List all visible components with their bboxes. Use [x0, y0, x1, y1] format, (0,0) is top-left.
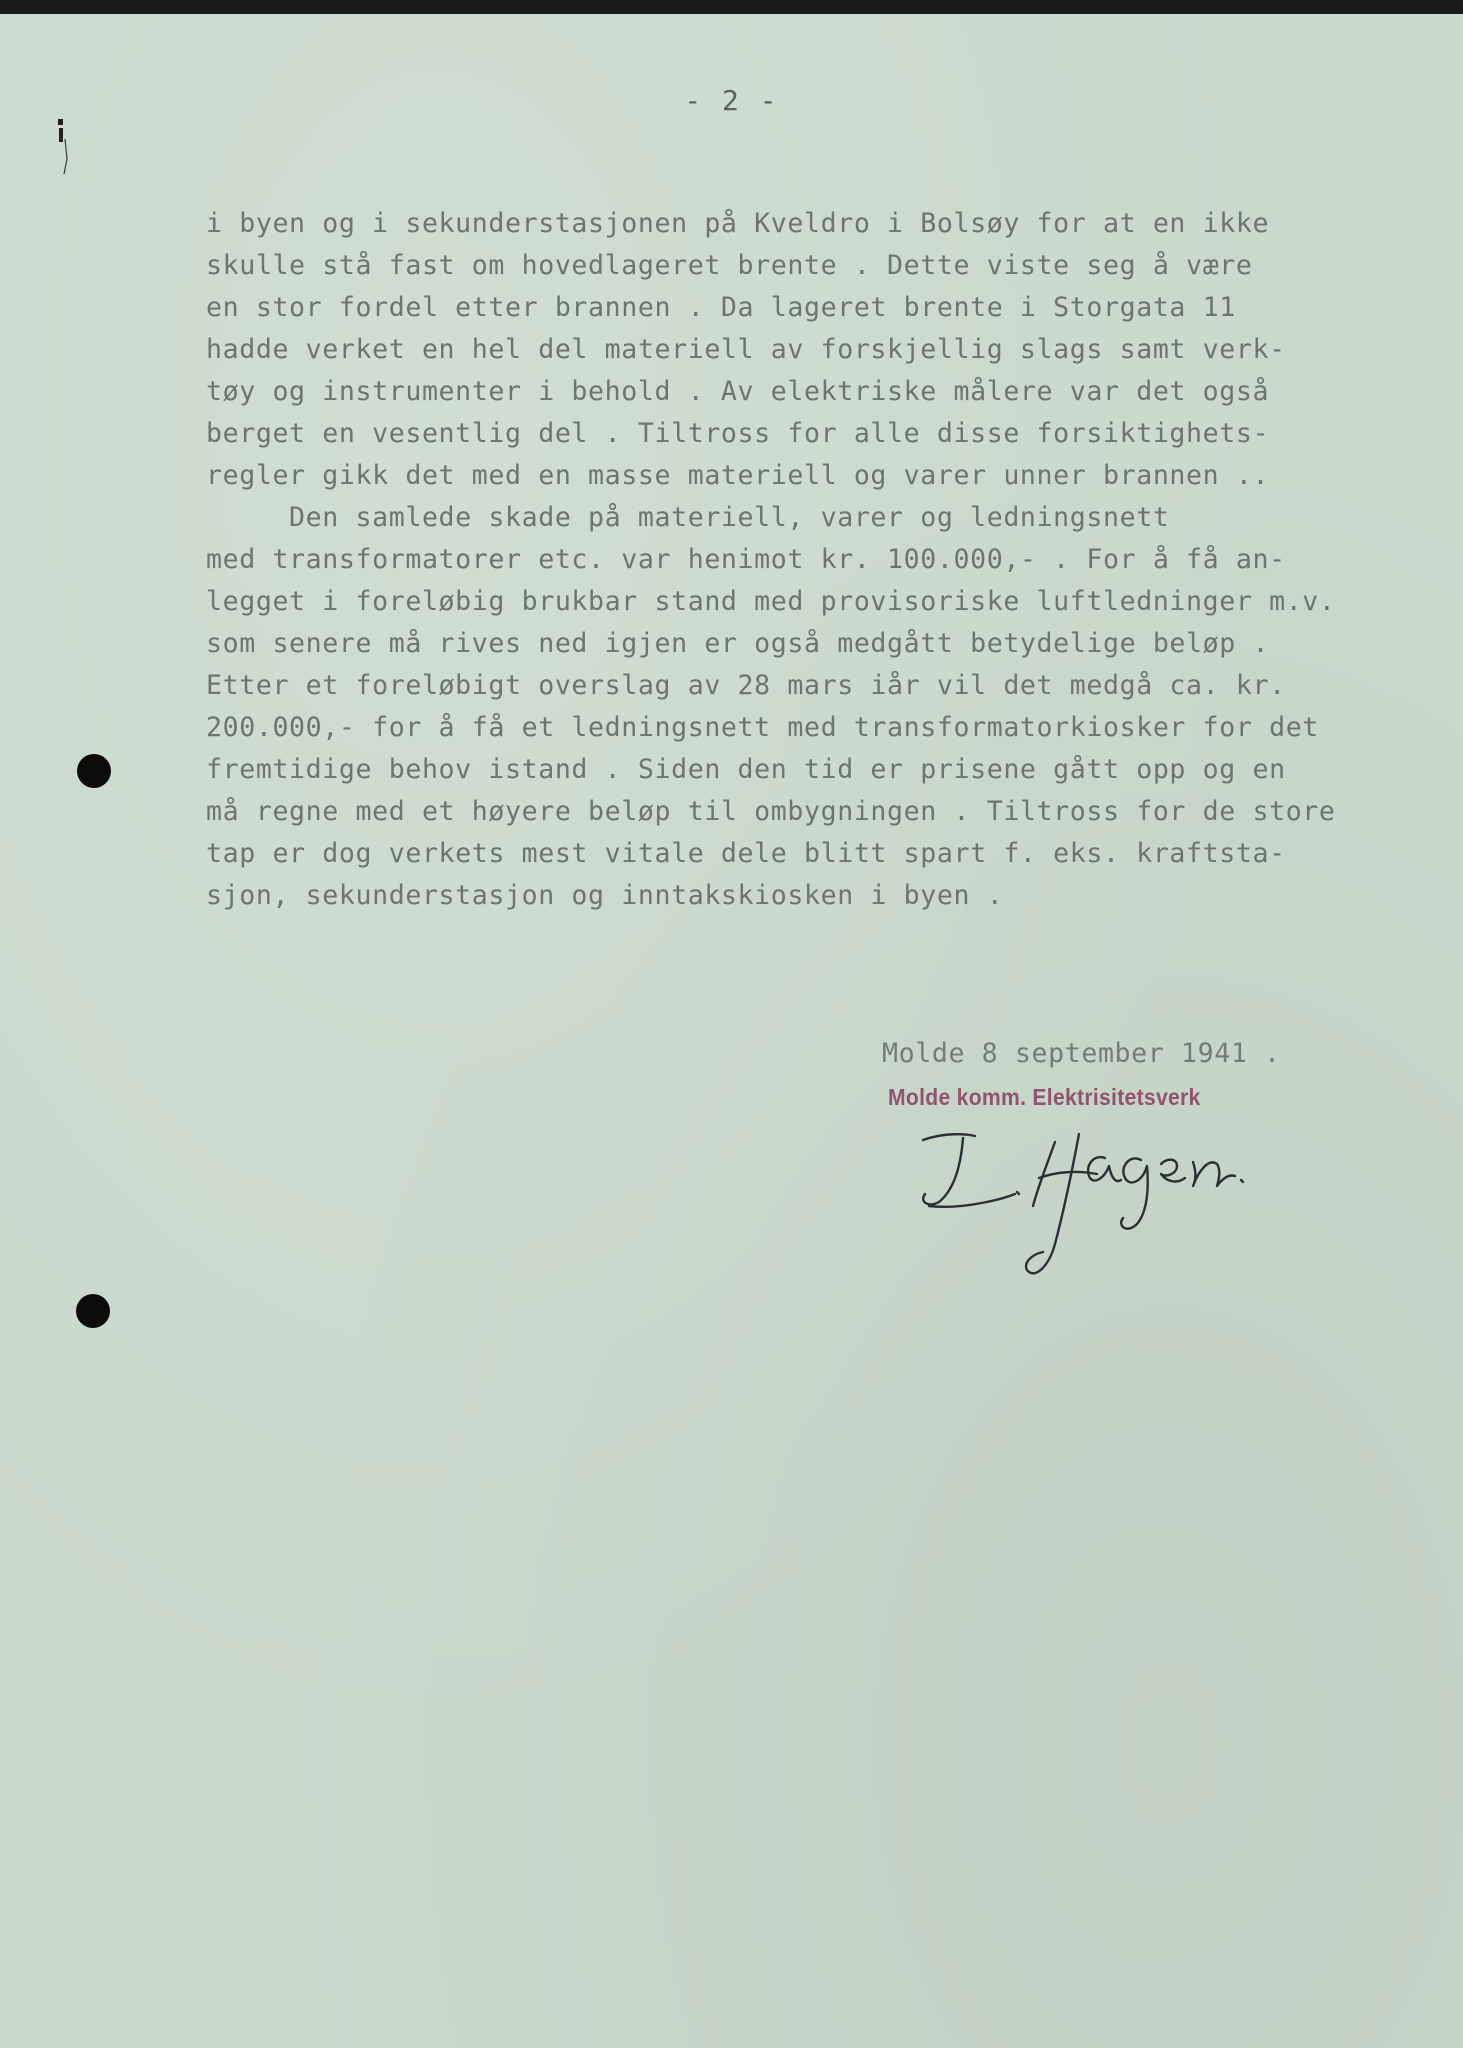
body-line: tap er dog verkets mest vitale dele blitt spart f. eks. kraftsta-: [206, 838, 1286, 869]
place-date-line: Molde 8 september 1941 .: [882, 1038, 1281, 1069]
body-line: tøy og instrumenter i behold . Av elektriske målere var det også: [206, 376, 1270, 407]
body-line: Etter et foreløbigt overslag av 28 mars iår vil det medgå ca. kr.: [206, 670, 1286, 701]
body-line: regler gikk det med en masse materiell og varer unner brannen ..: [206, 460, 1270, 491]
body-line: hadde verket en hel del materiell av forskjellig slags samt verk-: [206, 334, 1286, 365]
body-line: legget i foreløbig brukbar stand med provisoriske luftledninger m.v.: [206, 586, 1336, 617]
body-line: fremtidige behov istand . Siden den tid er prisene gått opp og en: [206, 754, 1286, 785]
scanned-page: [0, 14, 1463, 2048]
body-line: berget en vesentlig del . Tiltross for alle disse forsiktighets-: [206, 418, 1270, 449]
body-line: skulle stå fast om hovedlageret brente . Dette viste seg å være: [206, 250, 1253, 281]
body-line: en stor fordel etter brannen . Da lageret brente i Storgata 11: [206, 292, 1236, 323]
body-line: med transformatorer etc. var henimot kr. 100.000,- . For å få an-: [206, 544, 1286, 575]
punch-hole: [76, 1294, 110, 1328]
body-line: i byen og i sekunderstasjonen på Kveldro i Bolsøy for at en ikke: [206, 208, 1270, 239]
body-line: 200.000,- for å få et ledningsnett med transformatorkiosker for det: [206, 712, 1319, 743]
body-line: sjon, sekunderstasjon og inntakskiosken i byen .: [206, 880, 1004, 911]
margin-mark-icon: [55, 119, 71, 199]
body-line: må regne med et høyere beløp til ombygningen . Tiltross for de store: [206, 796, 1336, 827]
body-line: Den samlede skade på materiell, varer og ledningsnett: [206, 502, 1170, 533]
signature: [905, 1094, 1325, 1284]
body-line: som senere må rives ned igjen er også medgått betydelige beløp .: [206, 628, 1270, 659]
organization-stamp: Molde komm. Elektrisitetsverk: [888, 1084, 1201, 1110]
punch-hole: [77, 754, 111, 788]
page-number: - 2 -: [684, 84, 779, 117]
